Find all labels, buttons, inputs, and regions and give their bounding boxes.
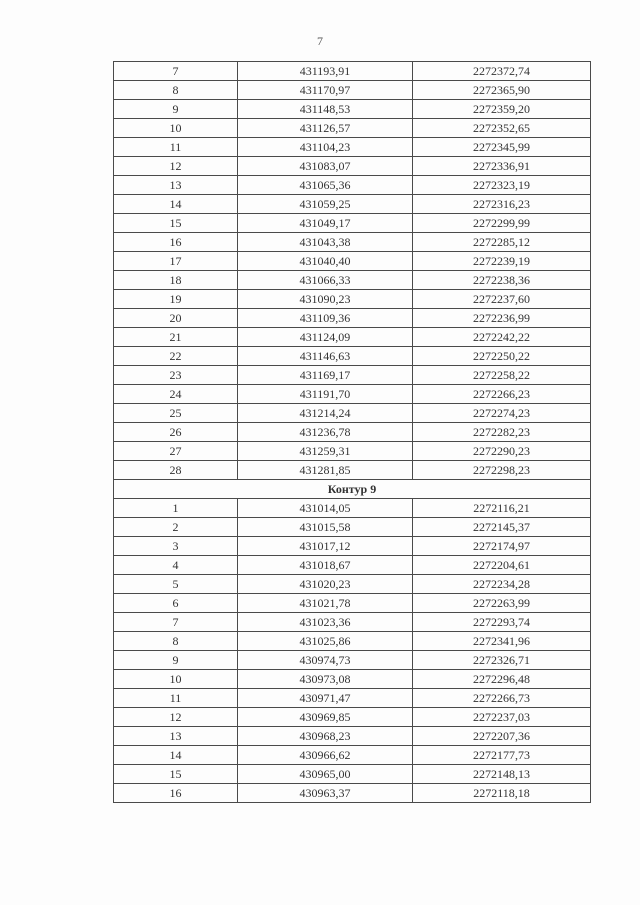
point-number-cell: 23 — [114, 366, 238, 385]
point-number-cell: 25 — [114, 404, 238, 423]
point-number-cell: 14 — [114, 195, 238, 214]
point-number-cell: 16 — [114, 233, 238, 252]
x-coordinate-cell: 431124,09 — [238, 328, 413, 347]
point-number-cell: 17 — [114, 252, 238, 271]
table-row — [114, 765, 591, 784]
x-coordinate-cell: 430966,62 — [238, 746, 413, 765]
x-coordinate-cell: 431015,58 — [238, 518, 413, 537]
point-number-cell: 8 — [114, 632, 238, 651]
point-number-cell: 24 — [114, 385, 238, 404]
y-coordinate-cell: 2272145,37 — [413, 518, 591, 537]
y-coordinate-cell: 2272237,03 — [413, 708, 591, 727]
point-number-cell: 2 — [114, 518, 238, 537]
y-coordinate-cell: 2272359,20 — [413, 100, 591, 119]
point-number-cell: 18 — [114, 271, 238, 290]
section-title: Контур 9 — [114, 480, 591, 499]
x-coordinate-cell: 430963,37 — [238, 784, 413, 803]
x-coordinate-cell: 431259,31 — [238, 442, 413, 461]
point-number-cell: 13 — [114, 727, 238, 746]
table-row — [114, 290, 591, 309]
table-row — [114, 347, 591, 366]
x-coordinate-cell: 431236,78 — [238, 423, 413, 442]
table-row — [114, 157, 591, 176]
y-coordinate-cell: 2272258,22 — [413, 366, 591, 385]
x-coordinate-cell: 431065,36 — [238, 176, 413, 195]
y-coordinate-cell: 2272296,48 — [413, 670, 591, 689]
y-coordinate-cell: 2272174,97 — [413, 537, 591, 556]
x-coordinate-cell: 431169,17 — [238, 366, 413, 385]
x-coordinate-cell: 431281,85 — [238, 461, 413, 480]
section-row — [114, 480, 591, 499]
x-coordinate-cell: 430968,23 — [238, 727, 413, 746]
x-coordinate-cell: 431109,36 — [238, 309, 413, 328]
point-number-cell: 21 — [114, 328, 238, 347]
x-coordinate-cell: 431043,38 — [238, 233, 413, 252]
table-row — [114, 119, 591, 138]
point-number-cell: 10 — [114, 119, 238, 138]
x-coordinate-cell: 431025,86 — [238, 632, 413, 651]
x-coordinate-cell: 431146,63 — [238, 347, 413, 366]
y-coordinate-cell: 2272250,22 — [413, 347, 591, 366]
y-coordinate-cell: 2272341,96 — [413, 632, 591, 651]
y-coordinate-cell: 2272365,90 — [413, 81, 591, 100]
table-row — [114, 651, 591, 670]
table-row — [114, 328, 591, 347]
table-row — [114, 499, 591, 518]
x-coordinate-cell: 431049,17 — [238, 214, 413, 233]
y-coordinate-cell: 2272234,28 — [413, 575, 591, 594]
table-row — [114, 556, 591, 575]
point-number-cell: 12 — [114, 157, 238, 176]
point-number-cell: 10 — [114, 670, 238, 689]
table-row — [114, 613, 591, 632]
table-row — [114, 271, 591, 290]
y-coordinate-cell: 2272266,23 — [413, 385, 591, 404]
point-number-cell: 22 — [114, 347, 238, 366]
table-row — [114, 423, 591, 442]
y-coordinate-cell: 2272372,74 — [413, 62, 591, 81]
y-coordinate-cell: 2272236,99 — [413, 309, 591, 328]
y-coordinate-cell: 2272299,99 — [413, 214, 591, 233]
x-coordinate-cell: 431023,36 — [238, 613, 413, 632]
y-coordinate-cell: 2272239,19 — [413, 252, 591, 271]
table-row — [114, 176, 591, 195]
x-coordinate-cell: 430974,73 — [238, 651, 413, 670]
x-coordinate-cell: 431021,78 — [238, 594, 413, 613]
table-row — [114, 385, 591, 404]
table-row — [114, 594, 591, 613]
table-row — [114, 252, 591, 271]
y-coordinate-cell: 2272274,23 — [413, 404, 591, 423]
x-coordinate-cell: 430973,08 — [238, 670, 413, 689]
table-row — [114, 689, 591, 708]
y-coordinate-cell: 2272237,60 — [413, 290, 591, 309]
y-coordinate-cell: 2272316,23 — [413, 195, 591, 214]
y-coordinate-cell: 2272238,36 — [413, 271, 591, 290]
point-number-cell: 11 — [114, 138, 238, 157]
point-number-cell: 4 — [114, 556, 238, 575]
point-number-cell: 8 — [114, 81, 238, 100]
point-number-cell: 6 — [114, 594, 238, 613]
table-row — [114, 537, 591, 556]
x-coordinate-cell: 431083,07 — [238, 157, 413, 176]
x-coordinate-cell: 431191,70 — [238, 385, 413, 404]
table-row — [114, 708, 591, 727]
point-number-cell: 20 — [114, 309, 238, 328]
y-coordinate-cell: 2272323,19 — [413, 176, 591, 195]
table-row — [114, 784, 591, 803]
table-row — [114, 100, 591, 119]
table-row — [114, 309, 591, 328]
y-coordinate-cell: 2272282,23 — [413, 423, 591, 442]
point-number-cell: 15 — [114, 214, 238, 233]
point-number-cell: 28 — [114, 461, 238, 480]
point-number-cell: 14 — [114, 746, 238, 765]
y-coordinate-cell: 2272207,36 — [413, 727, 591, 746]
y-coordinate-cell: 2272285,12 — [413, 233, 591, 252]
table-row — [114, 366, 591, 385]
y-coordinate-cell: 2272148,13 — [413, 765, 591, 784]
point-number-cell: 3 — [114, 537, 238, 556]
point-number-cell: 16 — [114, 784, 238, 803]
x-coordinate-cell: 431066,33 — [238, 271, 413, 290]
point-number-cell: 12 — [114, 708, 238, 727]
y-coordinate-cell: 2272336,91 — [413, 157, 591, 176]
y-coordinate-cell: 2272204,61 — [413, 556, 591, 575]
point-number-cell: 27 — [114, 442, 238, 461]
table-row — [114, 575, 591, 594]
x-coordinate-cell: 431104,23 — [238, 138, 413, 157]
table-row — [114, 442, 591, 461]
point-number-cell: 7 — [114, 62, 238, 81]
y-coordinate-cell: 2272352,65 — [413, 119, 591, 138]
x-coordinate-cell: 431170,97 — [238, 81, 413, 100]
table-row — [114, 404, 591, 423]
point-number-cell: 7 — [114, 613, 238, 632]
x-coordinate-cell: 431090,23 — [238, 290, 413, 309]
point-number-cell: 1 — [114, 499, 238, 518]
x-coordinate-cell: 431040,40 — [238, 252, 413, 271]
y-coordinate-cell: 2272345,99 — [413, 138, 591, 157]
table-row — [114, 214, 591, 233]
table-row — [114, 670, 591, 689]
point-number-cell: 9 — [114, 651, 238, 670]
table-row — [114, 518, 591, 537]
y-coordinate-cell: 2272326,71 — [413, 651, 591, 670]
x-coordinate-cell: 431148,53 — [238, 100, 413, 119]
table-row — [114, 138, 591, 157]
point-number-cell: 19 — [114, 290, 238, 309]
y-coordinate-cell: 2272242,22 — [413, 328, 591, 347]
x-coordinate-cell: 431126,57 — [238, 119, 413, 138]
x-coordinate-cell: 430969,85 — [238, 708, 413, 727]
y-coordinate-cell: 2272290,23 — [413, 442, 591, 461]
y-coordinate-cell: 2272118,18 — [413, 784, 591, 803]
x-coordinate-cell: 431193,91 — [238, 62, 413, 81]
x-coordinate-cell: 431014,05 — [238, 499, 413, 518]
table-row — [114, 62, 591, 81]
x-coordinate-cell: 431020,23 — [238, 575, 413, 594]
table-row — [114, 632, 591, 651]
table-row — [114, 746, 591, 765]
point-number-cell: 15 — [114, 765, 238, 784]
x-coordinate-cell: 431017,12 — [238, 537, 413, 556]
table-row — [114, 233, 591, 252]
x-coordinate-cell: 430971,47 — [238, 689, 413, 708]
y-coordinate-cell: 2272177,73 — [413, 746, 591, 765]
y-coordinate-cell: 2272266,73 — [413, 689, 591, 708]
table-row — [114, 195, 591, 214]
x-coordinate-cell: 431018,67 — [238, 556, 413, 575]
y-coordinate-cell: 2272116,21 — [413, 499, 591, 518]
y-coordinate-cell: 2272263,99 — [413, 594, 591, 613]
x-coordinate-cell: 431214,24 — [238, 404, 413, 423]
y-coordinate-cell: 2272298,23 — [413, 461, 591, 480]
table-row — [114, 81, 591, 100]
x-coordinate-cell: 430965,00 — [238, 765, 413, 784]
page-number: 7 — [317, 34, 323, 48]
x-coordinate-cell: 431059,25 — [238, 195, 413, 214]
coordinates-table — [113, 61, 591, 803]
point-number-cell: 11 — [114, 689, 238, 708]
point-number-cell: 9 — [114, 100, 238, 119]
point-number-cell: 5 — [114, 575, 238, 594]
point-number-cell: 26 — [114, 423, 238, 442]
table-row — [114, 727, 591, 746]
y-coordinate-cell: 2272293,74 — [413, 613, 591, 632]
point-number-cell: 13 — [114, 176, 238, 195]
coordinates-table-body — [114, 62, 591, 803]
table-row — [114, 461, 591, 480]
